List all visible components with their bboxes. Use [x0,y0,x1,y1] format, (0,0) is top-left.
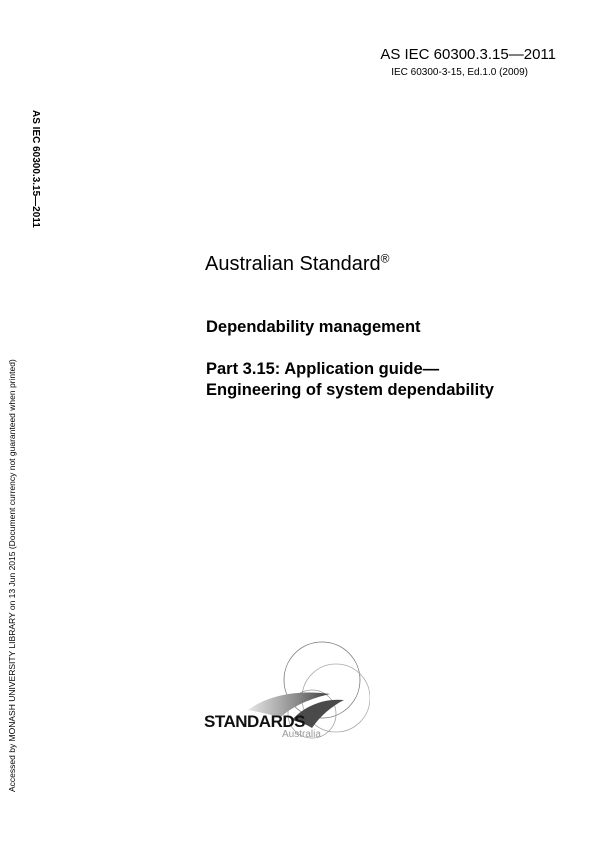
part-title [206,359,494,401]
access-note: Accessed by MONASH UNIVERSITY LIBRARY on 13 Jun 2015 (Document currency not guaranteed when printed) [7,359,17,792]
logo-wordmark: STANDARDS [204,712,305,731]
iec-reference: IEC 60300-3-15, Ed.1.0 (2009) [391,67,528,78]
standard-type [205,253,390,276]
logo-subtitle: Australia [282,729,321,740]
spine-code: AS IEC 60300.3.15—2011 [30,110,41,228]
part-title-line1: Part 3.15: Application guide— [206,360,440,378]
registered-mark: ® [380,251,390,266]
document-number: AS IEC 60300.3.15—2011 [380,46,556,63]
standard-type-label: Australian Standard [205,253,381,275]
document-title: Dependability management [206,318,421,336]
part-title-line2: Engineering of system dependability [206,381,494,399]
standards-australia-logo [200,632,370,742]
